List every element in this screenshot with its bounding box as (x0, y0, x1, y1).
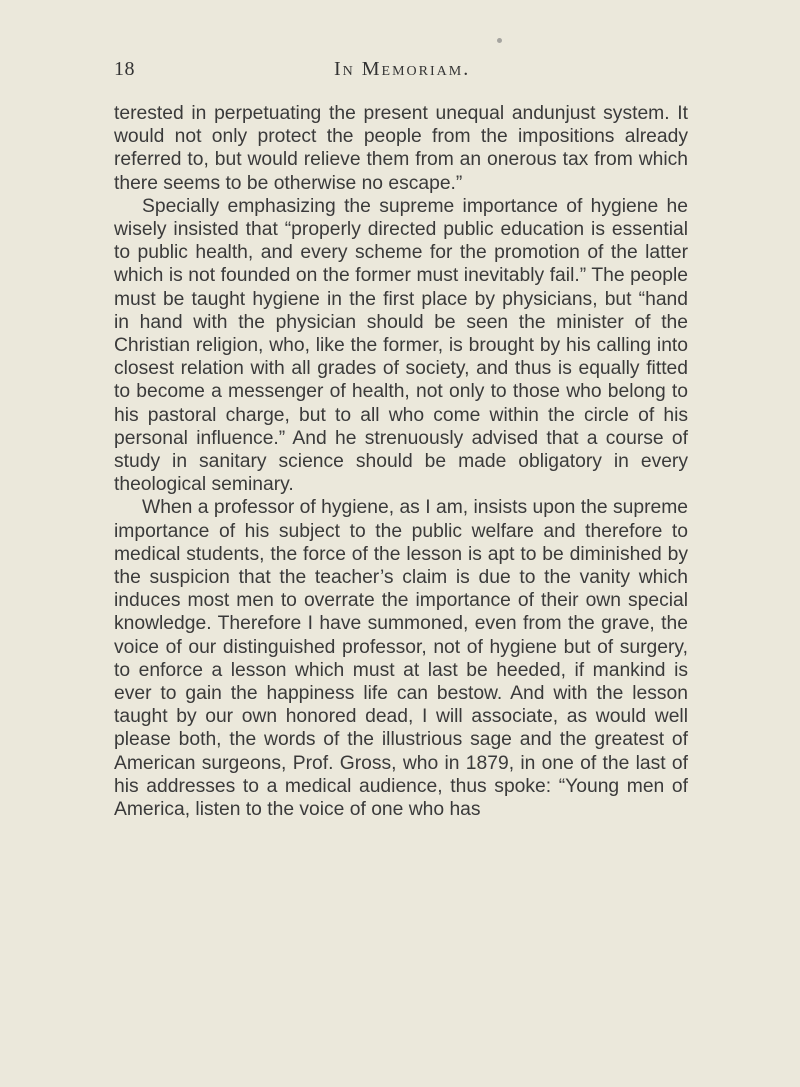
body-text (114, 102, 688, 821)
page-heading: In Memoriam. (334, 58, 471, 80)
paragraph-continued: terested in perpetuating the present unequal andunjust system. It would not only protect the people from the impositions already referred to, but would relieve them from an onerous tax from which there seems to be otherwise no escape.” (114, 103, 688, 194)
paragraph: Specially emphasizing the supreme importance of hygiene he wisely insisted that “properly directed public education is essential to public health, and every scheme for the promotion of the latter which is not founded on the former must inevitably fail.” The people must be taught hygiene in the first place by physicians, but “hand in hand with the physician should be seen the minister of the Christian religion, who, like the former, is brought by his calling into closest relation with all grades of society, and thus is equally fitted to become a messenger of health, not only to those who belong to his pastoral charge, but to all who come within the circle of his personal influence.” And he strenuously advised that a course of study in sanitary science should be made obligatory in every theological seminary. (114, 195, 688, 496)
print-speck (497, 38, 502, 43)
running-head (114, 58, 688, 88)
page-number: 18 (114, 58, 135, 80)
paragraph: When a professor of hygiene, as I am, insists upon the supreme importance of his subject to the public welfare and therefore to medical students, the force of the lesson is apt to be diminished by the suspicion that the teacher’s claim is due to the vanity which induces most men to overrate the importance of their own special knowledge. Therefore I have summoned, even from the grave, the voice of our distinguished professor, not of hygiene but of surgery, to enforce a lesson which must at last be heeded, if mankind is ever to gain the happiness life can bestow. And with the lesson taught by our own honored dead, I will associate, as would well please both, the words of the illustrious sage and the greatest of American surgeons, Prof. Gross, who in 1879, in one of the last of his addresses to a medical audience, thus spoke: “Young men of America, listen to the voice of one who has (114, 497, 688, 821)
